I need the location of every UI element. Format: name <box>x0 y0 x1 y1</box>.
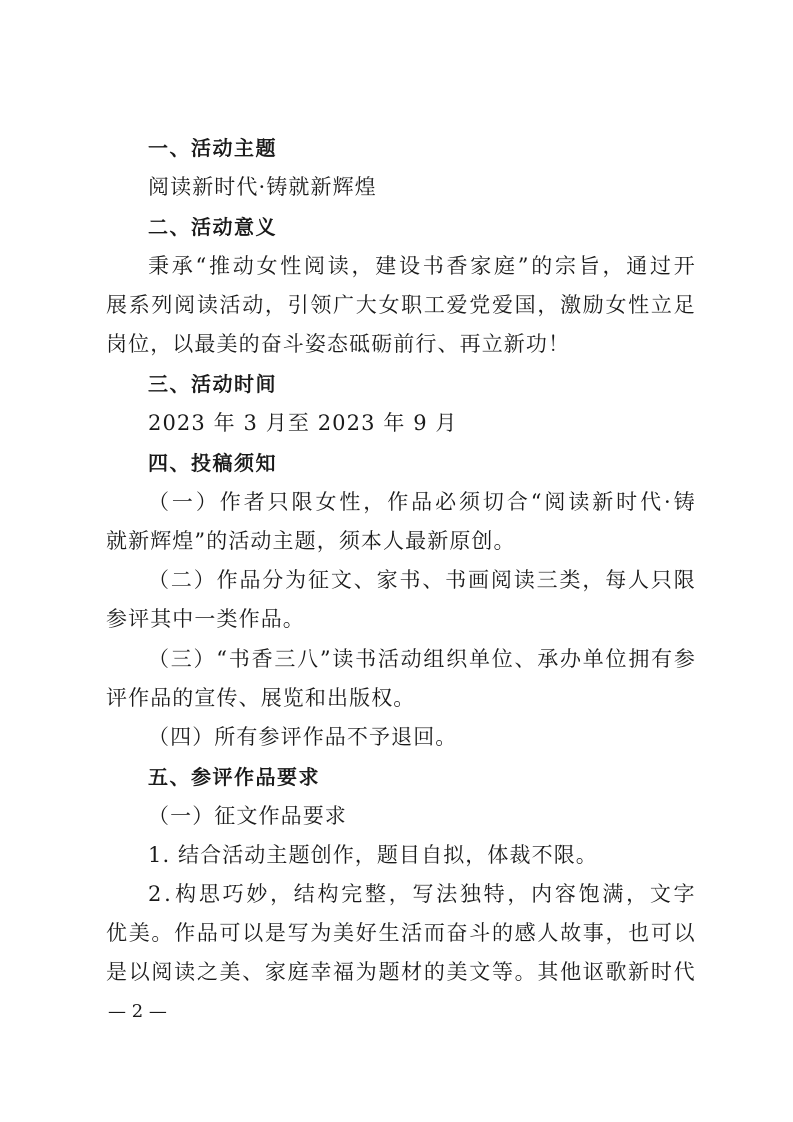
section-heading-requirements: 五、参评作品要求 <box>148 765 320 789</box>
section-heading-submission: 四、投稿须知 <box>148 451 277 475</box>
subheading-essay: （一）征文作品要求 <box>148 804 347 828</box>
paragraph-line: （ 二 ） 作 品 分 为 征 文 、 家 书 、 书 画 阅 读 三 类 ， 每 人 只 限 <box>148 568 696 592</box>
theme-text: 阅读新时代·铸就新辉煌 <box>148 175 377 199</box>
section-heading-theme: 一、活动主题 <box>148 136 277 160</box>
section-heading-time: 三、活动时间 <box>148 372 277 396</box>
paragraph-line: 优 美 。 作 品 可 以 是 写 为 美 好 生 活 而 奋 斗 的 感 人 故 事 ， 也 可 以 <box>106 921 696 945</box>
paragraph-line: （ 一 ） 作 者 只 限 女 性 ， 作 品 必 须 切 合 “ 阅 读 新 时 代 · 铸 <box>148 490 696 514</box>
paragraph-line: 岗位，以最美的奋斗姿态砥砺前行、再立新功！ <box>106 332 571 356</box>
time-text: 2023 年 3 月至 2023 年 9 月 <box>148 411 458 435</box>
paragraph-line: 评作品的宣传、展览和出版权。 <box>106 686 416 710</box>
paragraph-line: 就新辉煌”的活动主题，须本人最新原创。 <box>106 529 516 553</box>
paragraph-line: （ 三 ） “ 书 香 三 八 ” 读 书 活 动 组 织 单 位 、 承 办 单 位 拥 有 参 <box>148 647 696 671</box>
section-heading-significance: 二、活动意义 <box>148 215 277 239</box>
paragraph-line: 2 . 构 思 巧 妙 ， 结 构 完 整 ， 写 法 独 特 ， 内 容 饱 满 ， 文 字 <box>148 882 696 906</box>
paragraph-line: 参评其中一类作品。 <box>106 607 305 631</box>
paragraph-line: 是 以 阅 读 之 美 、 家 庭 幸 福 为 题 材 的 美 文 等 。 其 他 讴 歌 新 时 代 <box>106 960 696 984</box>
paragraph-line: 1. 结合活动主题创作，题目自拟，体裁不限。 <box>148 843 598 867</box>
page-number: — 2 — <box>108 1001 167 1022</box>
paragraph-line: （四）所有参评作品不予退回。 <box>148 725 458 749</box>
paragraph-line: 展 系 列 阅 读 活 动 ， 引 领 广 大 女 职 工 爱 党 爱 国 ， 激 励 女 性 立 足 <box>106 293 696 317</box>
paragraph-line: 秉 承 “ 推 动 女 性 阅 读 ， 建 设 书 香 家 庭 ” 的 宗 旨 ， 通 过 开 <box>148 254 696 278</box>
